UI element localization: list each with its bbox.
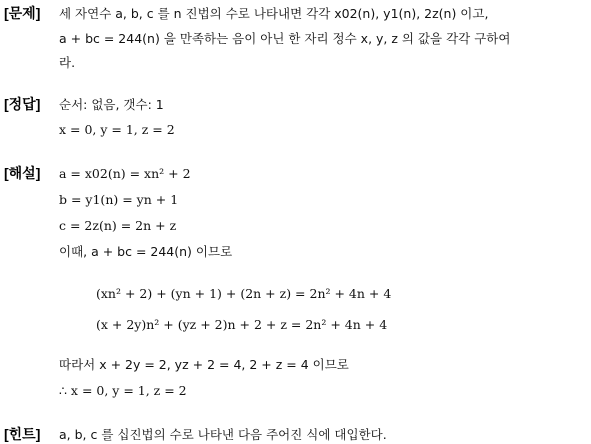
- problem-line-1: 세 자연수 a, b, c 를 n 진법의 수로 나타내면 각각 x02(n), y1(n), 2z(n) 이고,: [59, 6, 489, 21]
- problem-line-2: a + bc = 244(n) 을 만족하는 음이 아닌 한 자리 정수 x, y, z 의 값을 각각 구하여: [59, 31, 511, 46]
- solution-line-1: a = x02(n) = xn² + 2: [59, 166, 191, 181]
- solution-line-2: b = y1(n) = yn + 1: [59, 192, 179, 207]
- solution-line-3: c = 2z(n) = 2n + z: [59, 218, 177, 233]
- problem-line-3: 라.: [59, 55, 76, 70]
- answer-line-2: x = 0, y = 1, z = 2: [59, 122, 175, 137]
- hint-label: [힌트]: [4, 426, 41, 442]
- solution-label: [해설]: [4, 165, 41, 181]
- solution-conclusion-2: ∴ x = 0, y = 1, z = 2: [59, 383, 187, 398]
- solution-line-4: 이때, a + bc = 244(n) 이므로: [59, 244, 233, 259]
- problem-label: [문제]: [4, 5, 41, 21]
- solution-equation-1: (xn² + 2) + (yn + 1) + (2n + z) = 2n² + 4n + 4: [96, 286, 392, 301]
- answer-line-1: 순서: 없음, 갯수: 1: [59, 97, 164, 112]
- solution-equation-2: (x + 2y)n² + (yz + 2)n + 2 + z = 2n² + 4n + 4: [96, 317, 388, 332]
- answer-label: [정답]: [4, 96, 41, 112]
- solution-conclusion-1: 따라서 x + 2y = 2, yz + 2 = 4, 2 + z = 4 이므로: [59, 357, 349, 372]
- hint-line-1: a, b, c 를 십진법의 수로 나타낸 다음 주어진 식에 대입한다.: [59, 427, 387, 442]
